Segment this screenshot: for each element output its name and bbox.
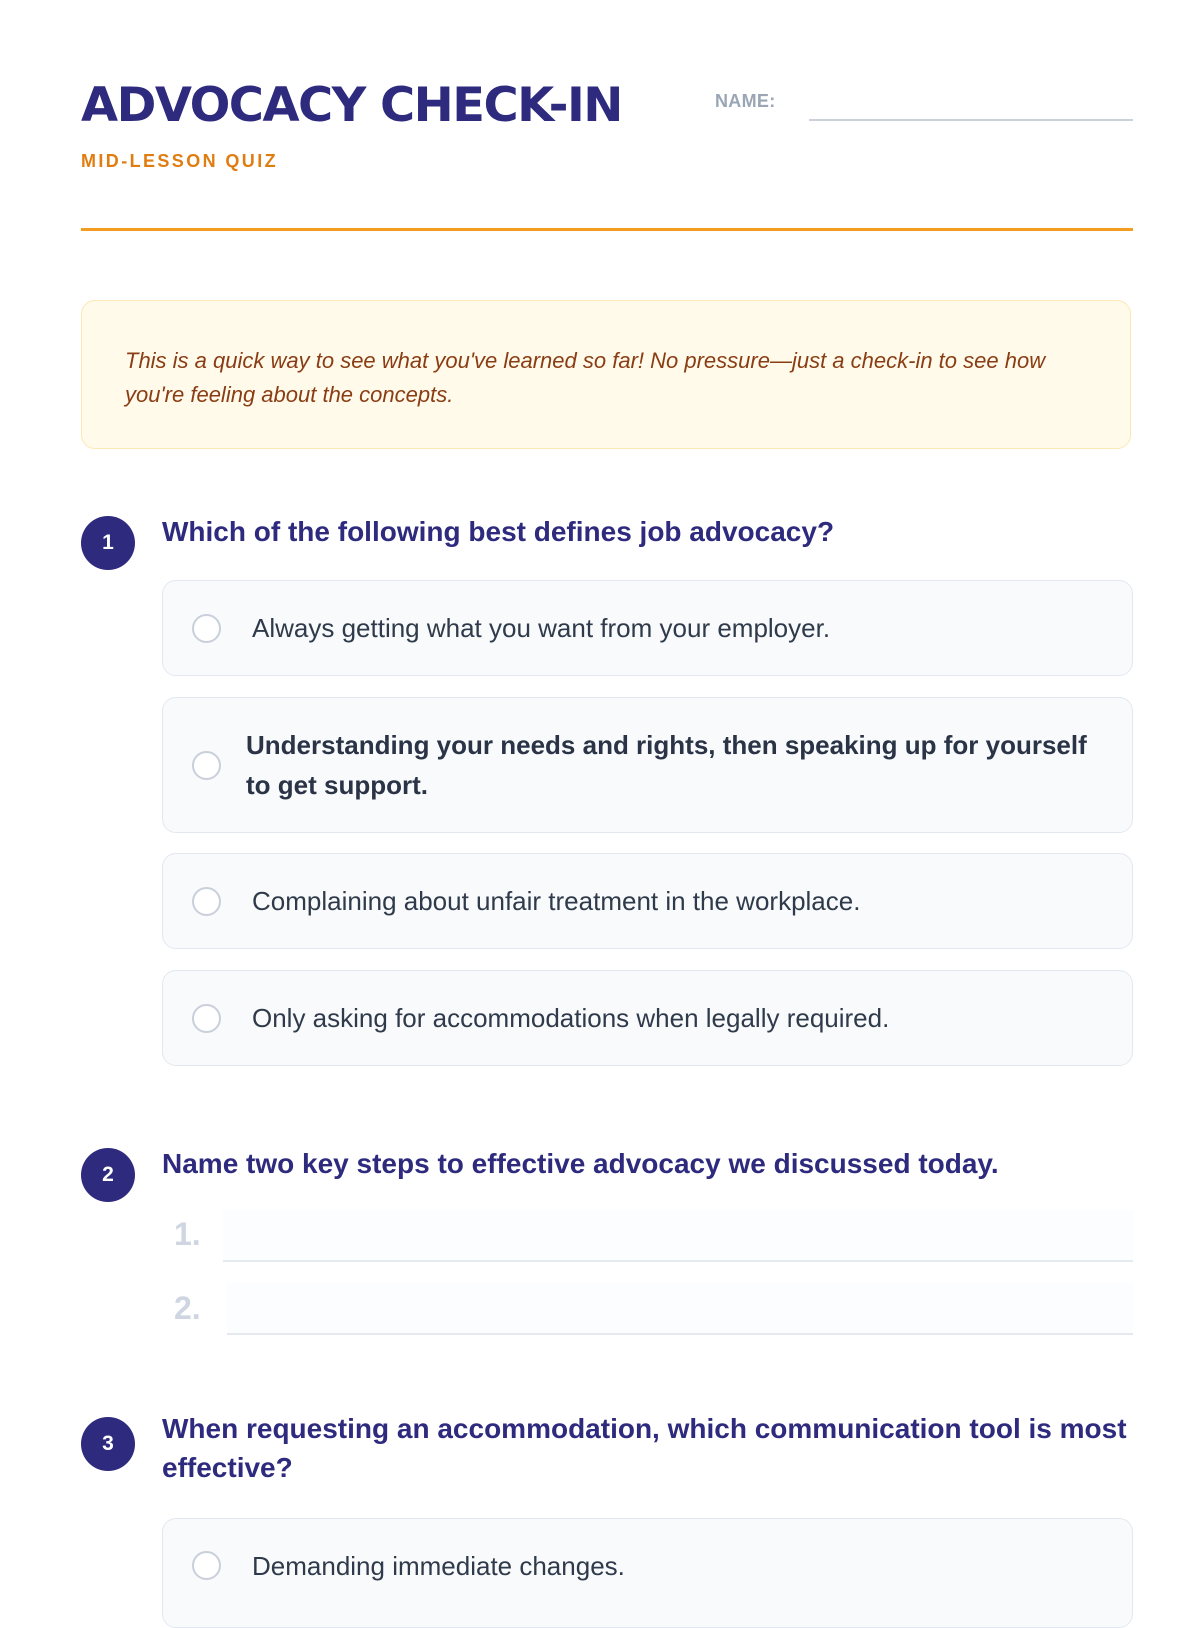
intro-callout bbox=[81, 300, 1131, 449]
header-divider bbox=[81, 228, 1133, 231]
answer-number: 2. bbox=[174, 1290, 201, 1326]
radio-circle-icon[interactable] bbox=[192, 1551, 221, 1580]
option-label: Complaining about unfair treatment in the workplace. bbox=[252, 886, 861, 916]
option-1d[interactable] bbox=[162, 970, 1133, 1066]
page-subtitle: MID-LESSON QUIZ bbox=[81, 151, 278, 171]
option-label: Demanding immediate changes. bbox=[252, 1551, 625, 1581]
question-text: Name two key steps to effective advocacy we discussed today. bbox=[162, 1148, 999, 1179]
question-number-badge: 1 bbox=[81, 516, 135, 570]
radio-circle-icon[interactable] bbox=[192, 887, 221, 916]
question-number-badge: 3 bbox=[81, 1417, 135, 1471]
question-text: When requesting an accommodation, which communication tool is most effective? bbox=[162, 1413, 1127, 1483]
page-title: ADVOCACY CHECK-IN bbox=[81, 78, 622, 133]
option-3a[interactable] bbox=[162, 1518, 1133, 1628]
option-label: Always getting what you want from your employer. bbox=[252, 613, 831, 643]
intro-text: This is a quick way to see what you've learned so far! No pressure—just a check-in to see how you're feeling about the concepts. bbox=[125, 348, 1046, 407]
name-label: NAME: bbox=[715, 91, 776, 111]
radio-circle-icon[interactable] bbox=[192, 614, 221, 643]
quiz-page bbox=[81, 0, 1133, 1581]
option-label: Understanding your needs and rights, then speaking up for yourself to get support. bbox=[246, 730, 1087, 800]
quiz-header bbox=[81, 0, 1133, 232]
option-label: Only asking for accommodations when legally required. bbox=[252, 1003, 890, 1033]
question-number-badge: 2 bbox=[81, 1148, 135, 1202]
option-1c[interactable] bbox=[162, 853, 1133, 949]
radio-circle-icon[interactable] bbox=[192, 751, 221, 780]
name-field[interactable] bbox=[809, 119, 1133, 121]
option-1a[interactable] bbox=[162, 580, 1133, 676]
radio-circle-icon[interactable] bbox=[192, 1004, 221, 1033]
answer-field[interactable] bbox=[223, 1210, 1133, 1262]
question-text: Which of the following best defines job advocacy? bbox=[162, 516, 835, 547]
answer-field[interactable] bbox=[227, 1283, 1133, 1335]
option-1b[interactable] bbox=[162, 697, 1133, 833]
answer-number: 1. bbox=[174, 1216, 201, 1252]
